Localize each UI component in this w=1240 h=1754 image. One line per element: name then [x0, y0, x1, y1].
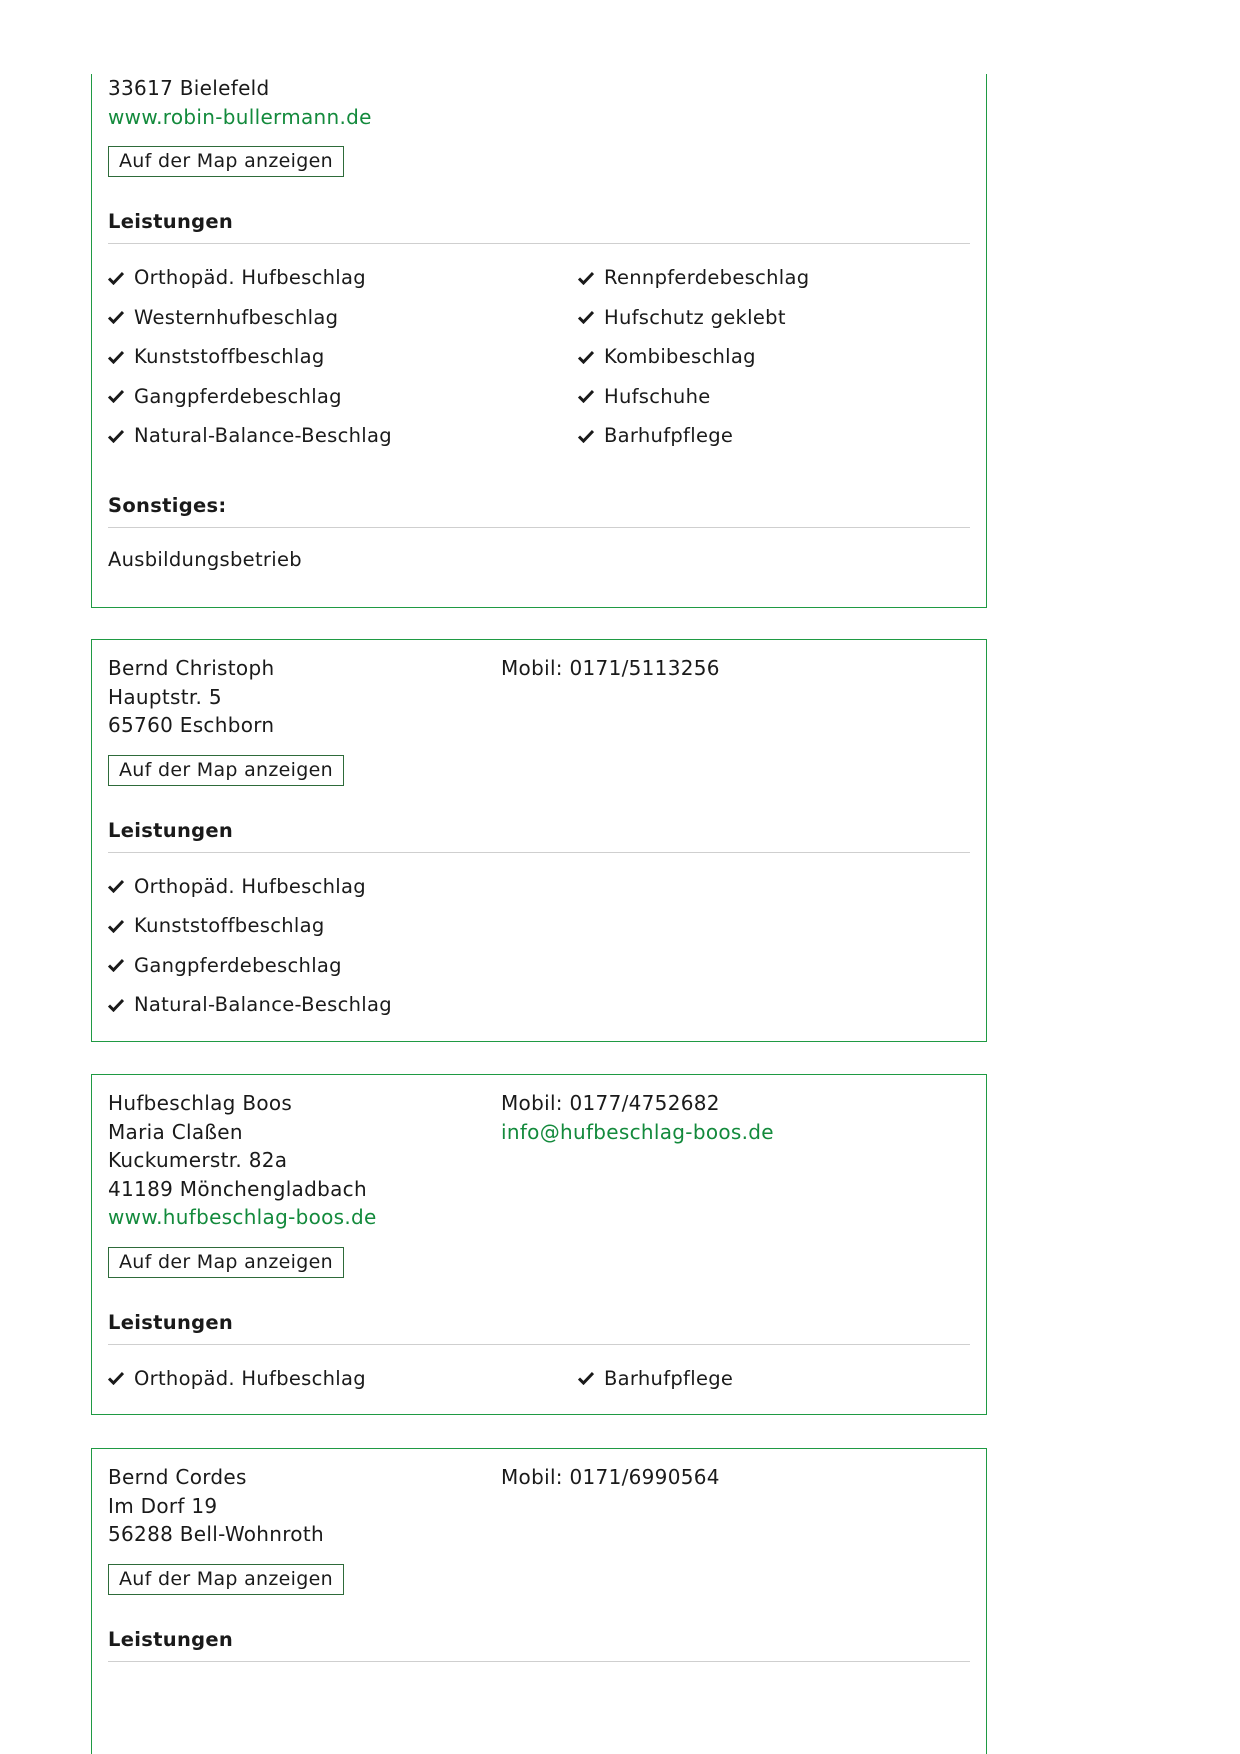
phone-number: Mobil: 0171/6990564 — [501, 1465, 720, 1489]
contact-block — [108, 74, 970, 131]
address-block — [108, 74, 970, 131]
service-item: Rennpferdebeschlag — [578, 258, 978, 298]
services-heading: Leistungen — [108, 210, 970, 244]
service-item: Westernhufbeschlag — [108, 298, 578, 338]
contact-name: Bernd Christoph — [108, 656, 275, 680]
company-name: Hufbeschlag Boos — [108, 1091, 293, 1115]
address-street: Hauptstr. 5 — [108, 684, 222, 709]
service-item: Barhufpflege — [578, 1359, 978, 1399]
checkmark-icon — [108, 958, 124, 972]
services-list — [108, 867, 970, 1025]
contact-name: Maria Claßen — [108, 1119, 243, 1144]
farrier-card-4 — [91, 1448, 987, 1754]
service-item: Orthopäd. Hufbeschlag — [108, 258, 578, 298]
website-link[interactable]: www.hufbeschlag-boos.de — [108, 1205, 377, 1229]
address-city: 65760 Eschborn — [108, 713, 275, 737]
service-item: Gangpferdebeschlag — [108, 946, 578, 986]
services-heading: Leistungen — [108, 1628, 970, 1662]
misc-heading: Sonstiges: — [108, 494, 970, 528]
service-item: Orthopäd. Hufbeschlag — [108, 867, 578, 907]
misc-text: Ausbildungsbetrieb — [108, 547, 302, 571]
email-link[interactable]: info@hufbeschlag-boos.de — [501, 1119, 774, 1144]
contact-details — [501, 654, 720, 683]
service-item: Kunststoffbeschlag — [108, 906, 578, 946]
service-item: Orthopäd. Hufbeschlag — [108, 1359, 578, 1399]
checkmark-icon — [108, 429, 124, 443]
website-link[interactable]: www.robin-bullermann.de — [108, 104, 372, 129]
checkmark-icon — [578, 271, 594, 285]
farrier-card-3 — [91, 1074, 987, 1415]
service-item: Gangpferdebeschlag — [108, 377, 578, 417]
checkmark-icon — [108, 271, 124, 285]
contact-details — [501, 1463, 720, 1492]
contact-block — [108, 654, 970, 740]
contact-details — [501, 1089, 774, 1146]
services-heading: Leistungen — [108, 1311, 970, 1345]
service-item: Hufschuhe — [578, 377, 978, 417]
checkmark-icon — [578, 429, 594, 443]
address-city: 33617 Bielefeld — [108, 76, 270, 100]
service-item: Kombibeschlag — [578, 337, 978, 377]
phone-number: Mobil: 0177/4752682 — [501, 1091, 720, 1115]
show-on-map-button[interactable]: Auf der Map anzeigen — [108, 146, 344, 177]
checkmark-icon — [578, 310, 594, 324]
show-on-map-button[interactable]: Auf der Map anzeigen — [108, 1564, 344, 1595]
service-item: Barhufpflege — [578, 416, 978, 456]
service-item: Natural-Balance-Beschlag — [108, 416, 578, 456]
phone-number: Mobil: 0171/5113256 — [501, 656, 720, 680]
checkmark-icon — [108, 389, 124, 403]
contact-block — [108, 1089, 970, 1232]
checkmark-icon — [108, 1371, 124, 1385]
checkmark-icon — [108, 879, 124, 893]
farrier-card-2 — [91, 639, 987, 1042]
services-list — [108, 258, 970, 456]
checkmark-icon — [108, 350, 124, 364]
show-on-map-button[interactable]: Auf der Map anzeigen — [108, 755, 344, 786]
contact-name: Bernd Cordes — [108, 1465, 247, 1489]
checkmark-icon — [578, 350, 594, 364]
services-list — [108, 1359, 970, 1399]
farrier-card-1 — [91, 74, 987, 608]
checkmark-icon — [578, 389, 594, 403]
contact-block — [108, 1463, 970, 1549]
address-street: Im Dorf 19 — [108, 1493, 218, 1518]
service-item: Hufschutz geklebt — [578, 298, 978, 338]
show-on-map-button[interactable]: Auf der Map anzeigen — [108, 1247, 344, 1278]
service-item: Kunststoffbeschlag — [108, 337, 578, 377]
service-item: Natural-Balance-Beschlag — [108, 985, 578, 1025]
address-city: 56288 Bell-Wohnroth — [108, 1522, 324, 1546]
services-heading: Leistungen — [108, 819, 970, 853]
checkmark-icon — [108, 998, 124, 1012]
address-city: 41189 Mönchengladbach — [108, 1176, 367, 1201]
address-street: Kuckumerstr. 82a — [108, 1148, 288, 1172]
checkmark-icon — [578, 1371, 594, 1385]
checkmark-icon — [108, 310, 124, 324]
checkmark-icon — [108, 919, 124, 933]
